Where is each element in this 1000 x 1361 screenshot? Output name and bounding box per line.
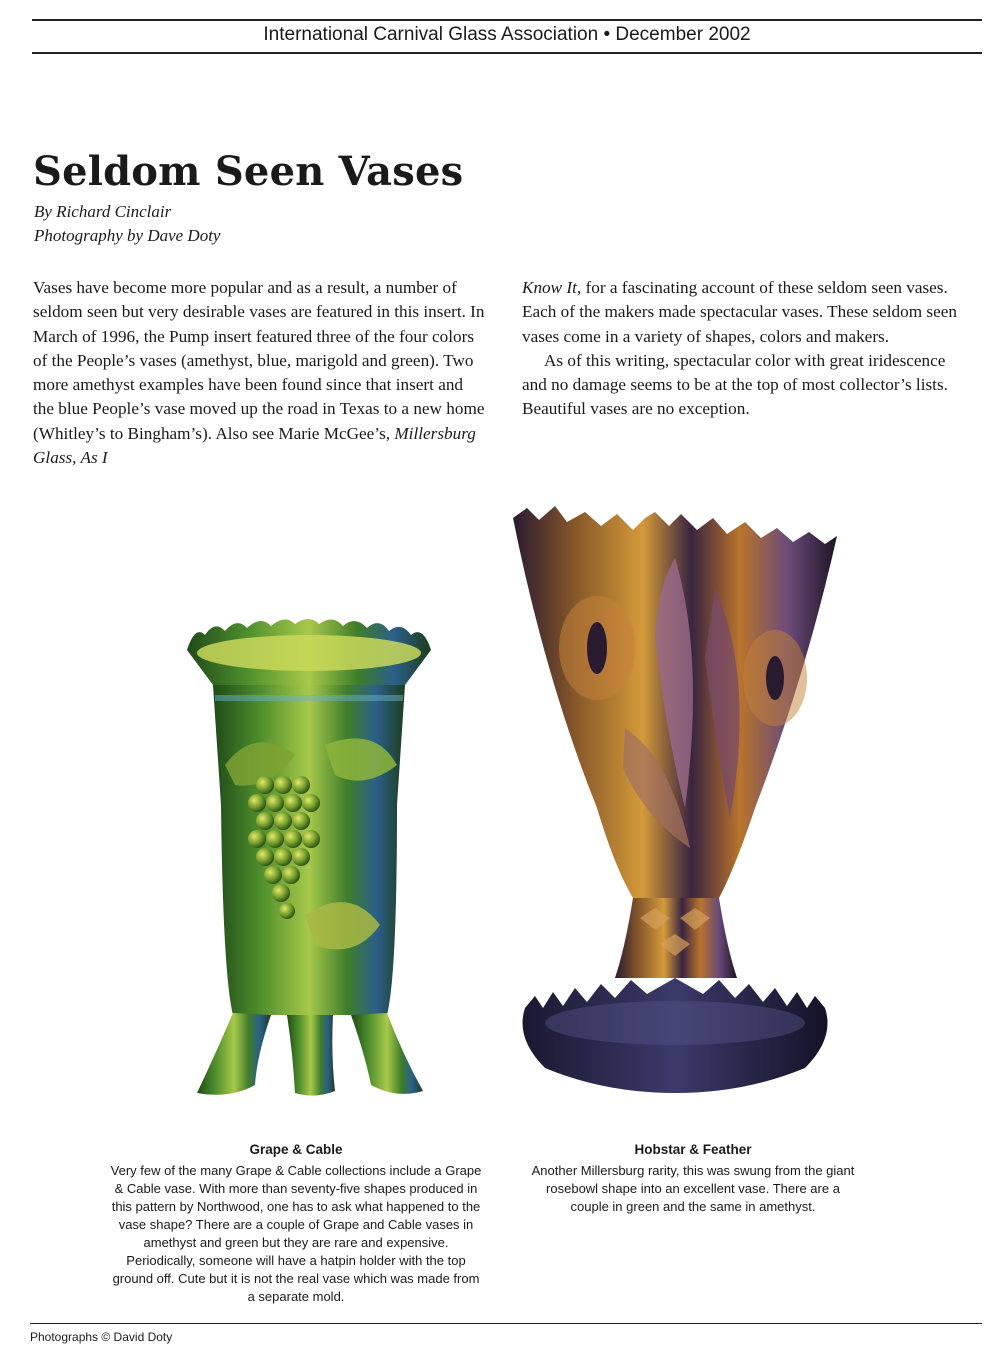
caption-title: Grape & Cable bbox=[249, 1142, 343, 1157]
right-column-paragraph-1 bbox=[522, 276, 974, 349]
book-title-part-2: Know It, bbox=[522, 278, 582, 297]
article-title: Seldom Seen Vases bbox=[33, 148, 464, 195]
header-bottom-rule bbox=[32, 52, 982, 54]
photography-byline: Photography by Dave Doty bbox=[34, 226, 221, 245]
left-column-text: Vases have become more popular and as a result, a number of seldom seen but very desirable vases are featured in this insert. In March of 1996, the Pump insert featured three of the four colors of the People’s vases (amethyst, blue, marigold and green). Two more amethyst examples have been found since that insert and the blue People’s vase moved up the road in Texas to a new home (Whitley’s to Bingham’s). Also see Marie McGee’s, bbox=[33, 278, 485, 443]
caption-text: Another Millersburg rarity, this was swung from the giant rosebowl shape into an excellent vase. There are a couple in green and the same in amethyst. bbox=[531, 1163, 855, 1214]
caption-title: Hobstar & Feather bbox=[634, 1142, 752, 1157]
caption-grape-and-cable bbox=[110, 1141, 482, 1306]
body-column-left bbox=[33, 276, 485, 470]
right-column-text: for a fascinating account of these seldom seen vases. Each of the makers made spectacular vases. These seldom seen vases come in a variety of shapes, colors and makers. bbox=[522, 278, 957, 346]
book-title-part-1: Millersburg Glass, As I bbox=[33, 423, 476, 468]
body-column-right bbox=[522, 276, 974, 422]
caption-hobstar-and-feather bbox=[528, 1141, 858, 1216]
author-byline: By Richard Cinclair bbox=[34, 202, 172, 221]
grape-and-cable-vase-photo bbox=[175, 615, 445, 1105]
footer-rule bbox=[30, 1323, 982, 1324]
header-top-rule bbox=[32, 19, 982, 21]
photo-credit: Photographs © David Doty bbox=[30, 1330, 173, 1344]
caption-text: Very few of the many Grape & Cable collections include a Grape & Cable vase. With more than seventy-five shapes produced in this pattern by Northwood, one has to ask what happened to the vase shape? There are a couple of Grape and Cable vases in amethyst and green but they are rare and expensive. Periodically, someone will have a hatpin holder with the top ground off. Cute but it is not the real vase which was made from a separate mold. bbox=[110, 1163, 482, 1304]
header-title: International Carnival Glass Association • December 2002 bbox=[263, 24, 751, 45]
hobstar-and-feather-vase-photo bbox=[505, 478, 845, 1103]
right-column-paragraph-2: As of this writing, spectacular color with great iridescence and no damage seems to be at the top of most collector’s lists. Beautiful vases are no exception. bbox=[522, 350, 948, 419]
left-column-paragraph bbox=[33, 276, 485, 470]
